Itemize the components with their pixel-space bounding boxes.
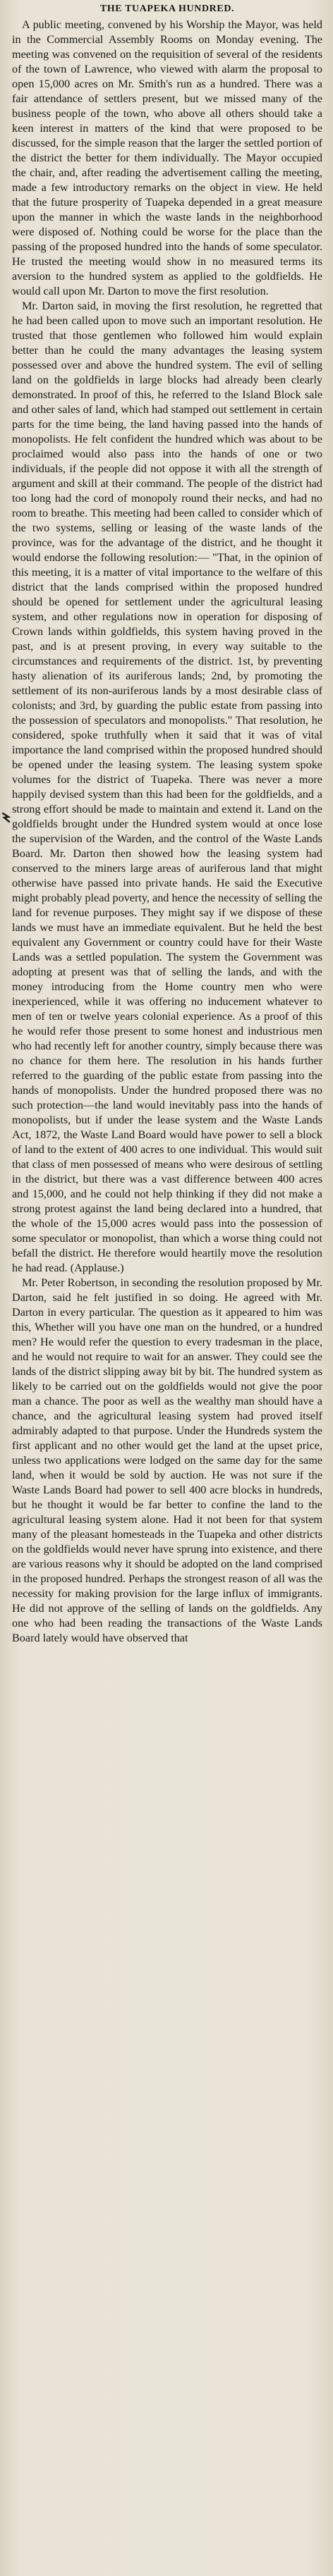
article-paragraph-1: A public meeting, convened by his Worship the Mayor, was held in the Commercial Assembly Rooms on Monday evening. The meeting was convened on the requisition of several of the residents of the town of Lawrence, who viewed with alarm the proposal to open 15,000 acres on Mr. Smith's run as a hundred. There was a fair attendance of settlers present, but we missed many of the business people of the town, who above all others should take a keen interest in matters of the kind that were proposed to be discussed, for the simple reason that the larger the settled portion of the district the better for them individually. The Mayor occupied the chair, and, after reading the advertisement calling the meeting, made a few introductory remarks on the object in view. He held that the future prosperity of Tuapeka depended in a great measure upon the manner in which the waste lands in the neighborhood were disposed of. Nothing could be worse for the place than the passing of the proposed hundred into the hands of some speculator. He trusted the meeting would show in no measured terms its aversion to the hundred system as applied to the goldfields. He would call upon Mr. Darton to move the first resolution. <box>12 18 322 297</box>
article-paragraph-2: Mr. Darton said, in moving the first resolution, he regretted that he had been called upon to move such an important resolution. He trusted that those gentlemen who followed him would explain better than he could the many advantages the leasing system possessed over and above the hundred system. The evil of selling land on the goldfields in large blocks had already been clearly demonstrated. In proof of this, he referred to the Island Block sale and other sales of land, which had stamped out settlement in certain parts for the time being, the land having passed into the hands of monopolists. He felt confident the hundred which was about to be proclaimed would also pass into the hands of one or two individuals, if the people did not oppose it with all the strength of argument and skill at their command. The people of the district had too long had the cord of monopoly round their necks, and had no room to breathe. This meeting had been called to consider which of the two systems, selling or leasing of the waste lands of the province, was for the advantage of the district, and he thought it would endorse the following resolution:— "That, in the opinion of this meeting, it is a matter of vital importance to the welfare of this district that the lands comprised within the proposed hundred should be opened for settlement under the agricultural leasing system, and other regulations now in operation for disposing of Crown lands within goldfields, this system having proved in the past, and is at present proving, in every way suitable to the circumstances and requirements of the district. 1st, by preventing hasty alienation of its auriferous lands; 2nd, by promoting the settlement of its non-auriferous lands by a most desirable class of colonists; and 3rd, by guarding the public estate from passing into the possession of speculators and monopolists." That resolution, he considered, spoke truthfully when it said that it was of vital importance the land comprised within the proposed hundred should be opened under the leasing system. The leasing system spoke volumes for the district of Tuapeka. There was never a more happily devised system than this had been for the goldfields, and a strong effort should be made to maintain and extend it. Land on the goldfields brought under the Hundred system would at once lose the supervision of the Warden, and the control of the Waste Lands Board. Mr. Darton then showed how the leasing system had conserved to the miners large areas of auriferous land that might otherwise have passed into private hands. He said the Executive might probably plead poverty, and hence the necessity of selling the land for revenue purposes. They might say if we dispose of these lands we must have an immediate equivalent. But he held the best equivalent any Government or country could have for their Waste Lands was a settled population. The system the Government was adopting at present was that of selling the lands, and with the money introducing from the Home country men who were inexperienced, while it was offering no inducement whatever to men of ten or twelve years colonial experience. As a proof of this he would refer those present to some honest and industrious men who had recently left for another country, simply because there was no chance for them here. The resolution in his hands further referred to the guarding of the public estate from passing into the hands of monopolists. Under the hundred proposed there was no such protection—the land would inevitably pass into the hands of monopolists, but if under the lease system and the Waste Lands Act, 1872, the Waste Land Board would have power to sell a block of land to the extent of 400 acres to one individual. This would suit that class of men possessed of means who were desirous of settling in the district, but there was a vast difference between 400 acres and 15,000, and he could not help thinking if they did not make a strong protest against the land being declared into a hundred, that the whole of the 15,000 acres would pass into the possession of some speculator or monopolist, than which a worse thing could not befall the district. He therefore would heartily move the resolution he had read. (Applause.) <box>12 300 322 1274</box>
article-body <box>12 18 322 1646</box>
margin-ink-mark <box>2 812 11 823</box>
article-paragraph-3: Mr. Peter Robertson, in seconding the resolution proposed by Mr. Darton, said he felt justified in so doing. He agreed with Mr. Darton in every particular. The question as it appeared to him was this, Whether will you have one man on the hundred, or a hundred men? He would refer the question to every tradesman in the place, and he would not require to wait for an answer. They could see the lands of the district slipping away bit by bit. The hundred system as likely to be carried out on the goldfields would not give the poor man a chance. The poor as well as the wealthy man should have a chance, and the agricultural leasing system had proved itself admirably adapted to that purpose. Under the Hundreds system the first applicant and no other would get the land at the upset price, unless two applications were lodged on the same day for the same land, when it would be sold by auction. He was not sure if the Waste Lands Board had power to sell 400 acre blocks in hundreds, but he thought it would be far better to confine the land to the agricultural leasing system alone. Had it not been for that system many of the pleasant homesteads in the Tuapeka and other districts on the goldfields would never have sprung into existence, and there are various reasons why it should be adopted on the land comprised in the proposed hundred. Perhaps the strongest reason of all was the necessity for making provision for the large influx of immigrants. He did not approve of the selling of lands on the goldfields. Any one who had been reading the transactions of the Waste Lands Board lately would have observed that <box>12 1276 322 1644</box>
article-headline: THE TUAPEKA HUNDRED. <box>99 4 235 14</box>
